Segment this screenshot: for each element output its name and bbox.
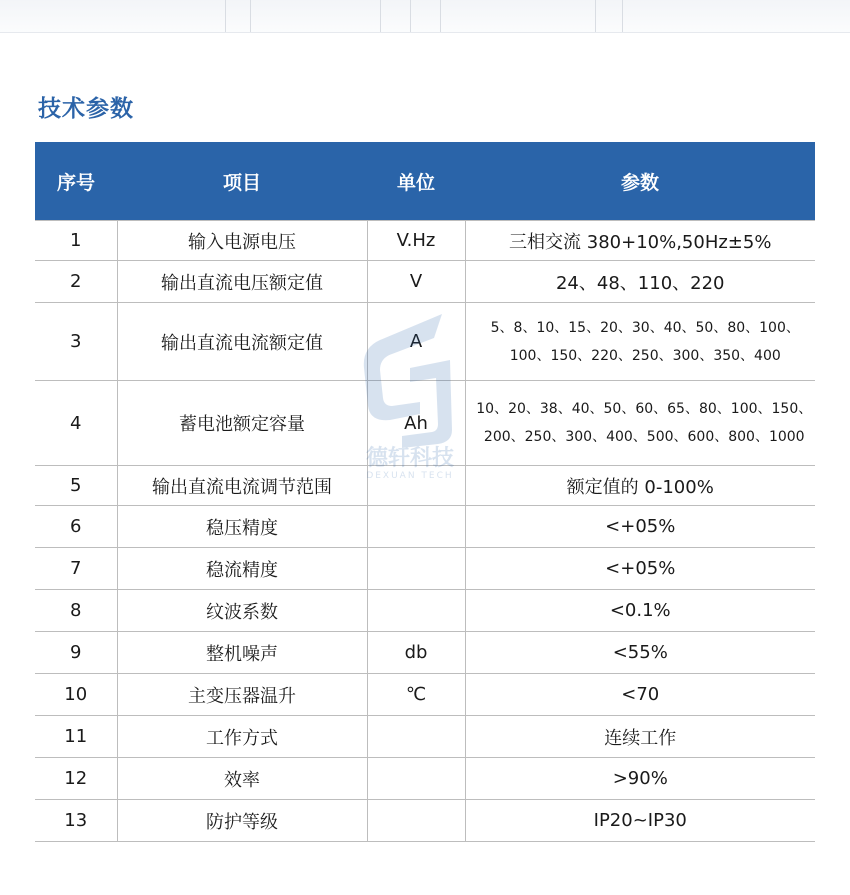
table-row [35,261,815,303]
cell-item: 稳流精度 [117,548,367,590]
table-row [35,758,815,800]
cell-item: 主变压器温升 [117,674,367,716]
header-no: 序号 [35,142,117,221]
section-title: 技术参数 [38,96,134,122]
top-image-strip [0,0,850,33]
cell-unit [367,506,465,548]
cell-no: 11 [35,716,117,758]
header-item: 项目 [117,142,367,221]
frame-line [622,0,623,32]
cell-no: 1 [35,221,117,261]
table-header-row [35,142,815,221]
cell-param: <+05% [465,548,815,590]
table-row [35,674,815,716]
frame-line [250,0,251,32]
header-param: 参数 [465,142,815,221]
cell-item: 蓄电池额定容量 [117,381,367,466]
cell-param [465,381,815,466]
cell-unit: db [367,632,465,674]
cell-param: <55% [465,632,815,674]
cell-no: 5 [35,466,117,506]
cell-no: 12 [35,758,117,800]
cell-param: 连续工作 [465,716,815,758]
logo-text-en: DEXUAN TECH [366,471,454,480]
logo-text-cn: 德轩科技 [365,446,455,471]
cell-param: <0.1% [465,590,815,632]
cell-no: 6 [35,506,117,548]
frame-line [440,0,441,32]
frame-line [410,0,411,32]
cell-unit [367,466,465,506]
table-row [35,466,815,506]
table-row [35,221,815,261]
cell-item: 纹波系数 [117,590,367,632]
table-row [35,548,815,590]
cell-param: IP20~IP30 [465,800,815,842]
frame-line [595,0,596,32]
cell-unit [367,548,465,590]
param-line: 200、250、300、400、500、600、800、1000 [483,429,805,445]
cell-unit: ℃ [367,674,465,716]
frame-line [380,0,381,32]
cell-no: 3 [35,303,117,381]
table-row [35,632,815,674]
header-unit: 单位 [367,142,465,221]
table-row [35,506,815,548]
spec-table [35,142,815,842]
cell-unit [367,716,465,758]
cell-no: 13 [35,800,117,842]
param-line: 10、20、38、40、50、60、65、80、100、150、 [476,401,813,417]
cell-item: 输出直流电流调节范围 [117,466,367,506]
cell-no: 10 [35,674,117,716]
cell-no: 9 [35,632,117,674]
param-line: 5、8、10、15、20、30、40、50、80、100、 [490,319,800,336]
cell-unit [367,590,465,632]
cell-no: 4 [35,381,117,466]
cell-param: <70 [465,674,815,716]
cell-item: 整机噪声 [117,632,367,674]
cell-item: 工作方式 [117,716,367,758]
frame-line [225,0,226,32]
table-row [35,800,815,842]
table-row [35,303,815,381]
table-row [35,381,815,466]
cell-item: 效率 [117,758,367,800]
cell-item: 输出直流电流额定值 [117,303,367,381]
cell-unit [367,758,465,800]
cell-unit [367,800,465,842]
cell-param: 三相交流 380+10%,50Hz±5% [465,221,815,261]
table-row [35,716,815,758]
param-line: 100、150、220、250、300、350、400 [509,347,781,364]
cell-param: >90% [465,758,815,800]
cell-no: 8 [35,590,117,632]
cell-item: 输入电源电压 [117,221,367,261]
cell-unit: V.Hz [367,221,465,261]
cell-param: 额定值的 0-100% [465,466,815,506]
cell-no: 2 [35,261,117,303]
cell-unit: V [367,261,465,303]
cell-param: 24、48、110、220 [465,261,815,303]
cell-unit: Ah [367,381,465,466]
cell-no: 7 [35,548,117,590]
cell-param [465,303,815,381]
cell-item: 防护等级 [117,800,367,842]
cell-unit: A [367,303,465,381]
cell-param: <+05% [465,506,815,548]
cell-item: 输出直流电压额定值 [117,261,367,303]
cell-item: 稳压精度 [117,506,367,548]
table-row [35,590,815,632]
